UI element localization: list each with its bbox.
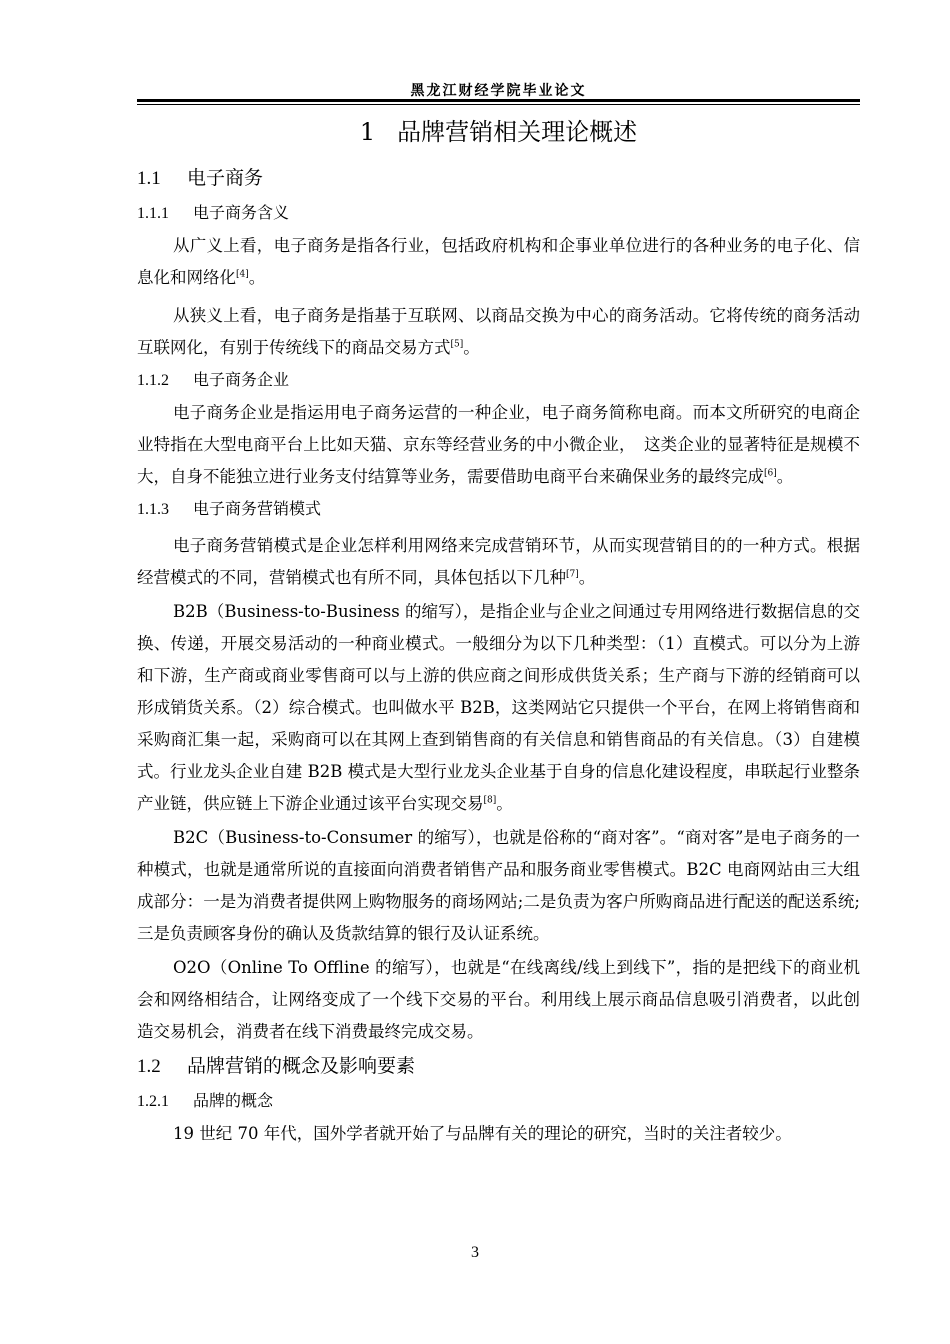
section-number: 1.2	[137, 1056, 161, 1077]
subsection-number: 1.1.2	[137, 372, 169, 389]
subsection-heading	[137, 197, 860, 230]
page-number: 3	[471, 1244, 479, 1261]
subsection-heading	[137, 1085, 860, 1118]
subsection-title: 电子商务企业	[193, 370, 290, 389]
citation: [7]	[566, 569, 579, 580]
subsection-title: 电子商务营销模式	[193, 499, 322, 518]
paragraph: 从狭义上看，电子商务是指基于互联网、以商品交换为中心的商务活动。它将传统的商务活动互联网化，有别于传统线下的商品交易方式[5]。	[137, 306, 860, 357]
citation: [8]	[483, 795, 497, 806]
citation: [6]	[764, 468, 777, 479]
citation: [4]	[236, 269, 249, 280]
chapter-number: 1	[359, 118, 376, 146]
section-title: 品牌营销的概念及影响要素	[187, 1055, 416, 1077]
page-content	[137, 112, 860, 1150]
paragraph: 从广义上看，电子商务是指各行业，包括政府机构和企事业单位进行的各种业务的电子化、信息化和网络化[4]。	[137, 236, 860, 287]
section-heading	[137, 1048, 860, 1085]
chapter-title-text: 品牌营销相关理论概述	[397, 118, 638, 146]
subsection-title: 品牌的概念	[193, 1091, 274, 1110]
subsection-number: 1.1.1	[137, 205, 169, 222]
paragraph: 电子商务企业是指运用电子商务运营的一种企业，电子商务简称电商。而本文所研究的电商企业特指在大型电商平台上比如天猫、京东等经营业务的中小微企业， 这类企业的显著特征是规模不大，自身不能独立进行业务支付结算等业务，需要借助电商平台来确保业务的最终完成[6]。	[137, 403, 860, 486]
paragraph: 19 世纪 70 年代，国外学者就开始了与品牌有关的理论的研究，当时的关注者较少。	[173, 1124, 792, 1143]
section-title: 电子商务	[187, 167, 264, 189]
paragraph: B2C（Business-to-Consumer 的缩写），也就是俗称的“商对客”。“商对客”是电子商务的一种模式，也就是通常所说的直接面向消费者销售产品和服务商业零售模式。B2C 电商网站由三大组成部分：一是为消费者提供网上购物服务的商场网站;二是负责为客户所购商品进行配送的配送系统;三是负责顾客身份的确认及货款结算的银行及认证系统。	[137, 828, 860, 943]
subsection-number: 1.1.3	[137, 501, 169, 518]
subsection-heading	[137, 493, 860, 526]
header-rule-thick	[137, 99, 860, 102]
running-header: 黑龙江财经学院毕业论文	[410, 83, 587, 99]
section-number: 1.1	[137, 168, 161, 189]
citation: [5]	[450, 339, 464, 350]
subsection-number: 1.2.1	[137, 1093, 169, 1110]
paragraph: B2B（Business-to-Business 的缩写），是指企业与企业之间通过专用网络进行数据信息的交换、传递，开展交易活动的一种商业模式。一般细分为以下几种类型：（1）直模式。可以分为上游和下游，生产商或商业零售商可以与上游的供应商之间形成供货关系；生产商与下游的经销商可以形成销货关系。（2）综合模式。也叫做水平 B2B，这类网站它只提供一个平台，在网上将销售商和采购商汇集一起，采购商可以在其网上查到销售商的有关信息和销售商品的有关信息。（3）自建模式。行业龙头企业自建 B2B 模式是大型行业龙头企业基于自身的信息化建设程度，串联起行业整条产业链，供应链上下游企业通过该平台实现交易[8]。	[137, 602, 860, 813]
subsection-title: 电子商务含义	[193, 203, 290, 222]
header-rule-thin	[137, 104, 860, 105]
paragraph: 电子商务营销模式是企业怎样利用网络来完成营销环节，从而实现营销目的的一种方式。根据经营模式的不同，营销模式也有所不同，具体包括以下几种[7]。	[137, 536, 860, 587]
section-heading	[137, 160, 860, 197]
paragraph: O2O（Online To Offline 的缩写），也就是“在线离线/线上到线下”，指的是把线下的商业机会和网络相结合，让网络变成了一个线下交易的平台。利用线上展示商品信息吸引消费者，以此创造交易机会，消费者在线下消费最终完成交易。	[137, 958, 860, 1041]
subsection-heading	[137, 364, 860, 397]
chapter-title	[137, 112, 860, 158]
